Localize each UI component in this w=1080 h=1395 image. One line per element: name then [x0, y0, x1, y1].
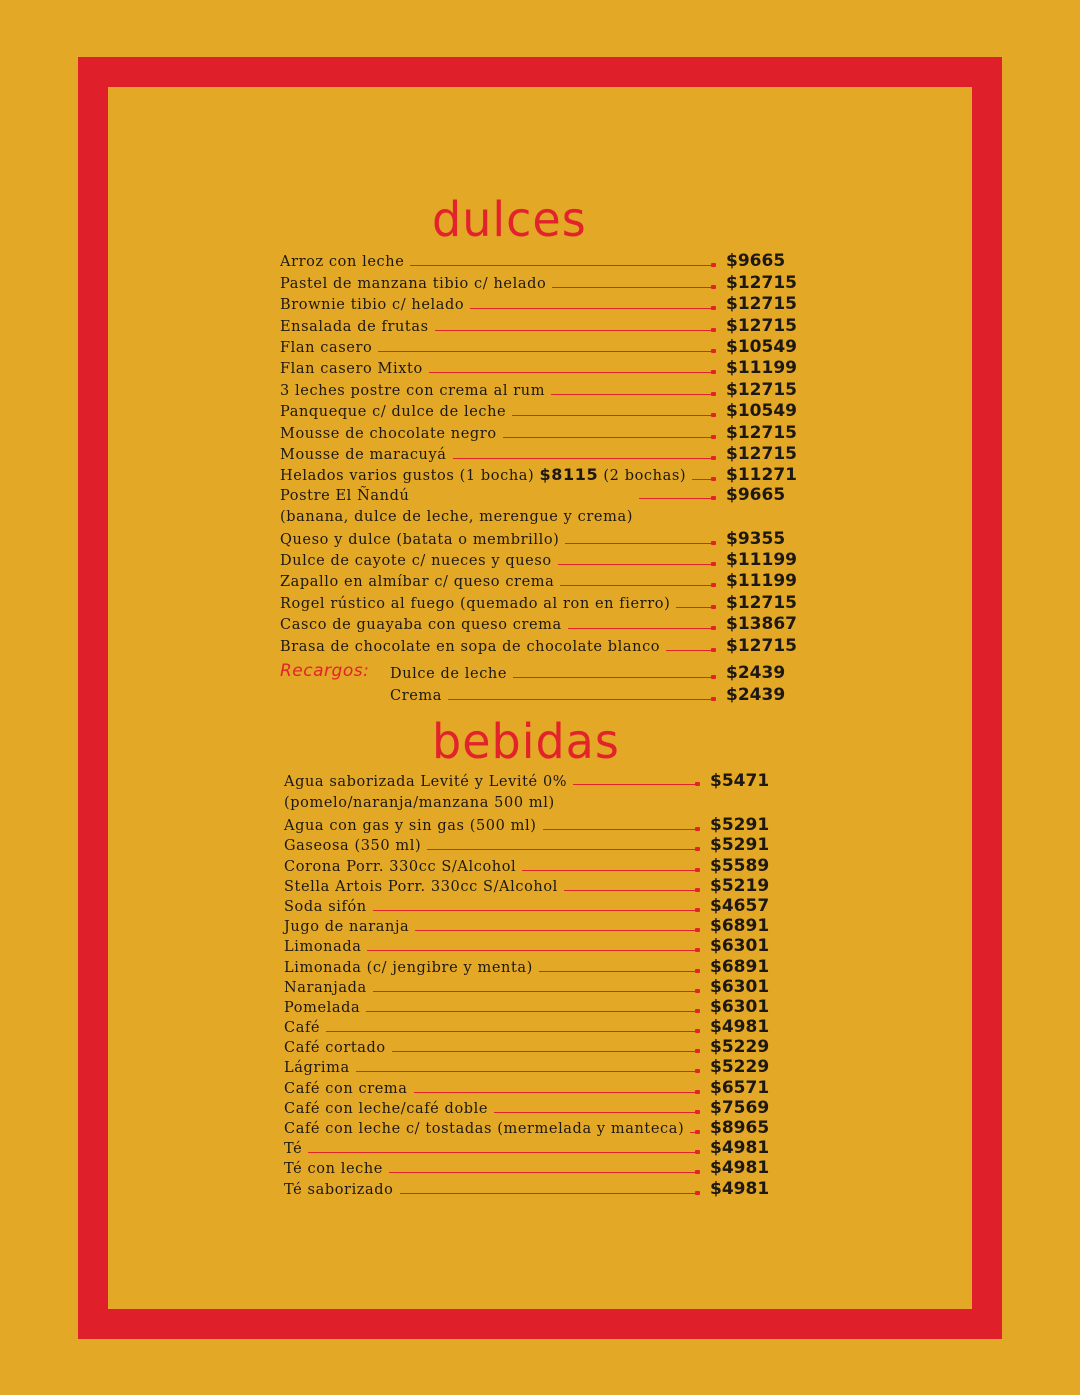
item-price: $12715	[726, 272, 797, 293]
item-name	[280, 485, 639, 527]
leader-line	[356, 1071, 698, 1072]
item-price: $6301	[710, 976, 770, 997]
leader-line	[378, 351, 714, 352]
recargos-label: Recargos:	[280, 661, 370, 681]
item-name: Agua con gas y sin gas (500 ml)	[284, 818, 537, 835]
item-price: $9665	[726, 485, 786, 506]
item-price: $12715	[726, 315, 797, 336]
item-price: $5219	[710, 875, 770, 896]
list-item	[284, 855, 774, 875]
item-name: Limonada	[284, 939, 362, 956]
item-price: $12715	[726, 443, 797, 464]
leader-line	[448, 699, 714, 700]
item-price: $9355	[726, 528, 786, 549]
item-price: $2439	[726, 684, 786, 705]
item-price: $5229	[710, 1057, 770, 1078]
list-item	[284, 1057, 774, 1077]
item-price: $5471	[710, 771, 770, 791]
item-price: $8965	[710, 1118, 770, 1138]
item-name: 3 leches postre con crema al rum	[280, 382, 546, 399]
item-price: $10549	[726, 336, 797, 357]
list-item	[390, 683, 790, 704]
item-price: $6571	[710, 1077, 770, 1098]
item-price: $5291	[710, 815, 770, 836]
item-name: Dulce de leche	[390, 666, 508, 683]
leader-line	[558, 564, 714, 565]
leader-line	[666, 650, 714, 651]
list-item	[280, 400, 797, 422]
item-name-part: Helados varios gustos (1 bocha)	[280, 468, 535, 485]
list-item	[280, 443, 797, 464]
list-item	[280, 634, 797, 656]
list-item	[280, 357, 797, 379]
leader-line	[522, 870, 698, 871]
leader-line	[427, 849, 698, 850]
section-title-dulces: dulces	[432, 190, 587, 248]
item-name: Brasa de chocolate en sopa de chocolate blanco	[280, 638, 661, 655]
leader-line	[513, 677, 714, 678]
list-item	[280, 293, 797, 315]
item-name: Café cortado	[284, 1040, 386, 1057]
list-item	[284, 916, 774, 936]
list-item	[284, 896, 774, 916]
leader-line	[565, 543, 714, 544]
item-name: Casco de guayaba con queso crema	[280, 617, 562, 634]
leader-line	[435, 330, 714, 331]
item-name: Pastel de manzana tibio c/ helado	[280, 275, 547, 292]
item-price: $7569	[710, 1097, 770, 1118]
item-price: $11199	[726, 550, 797, 571]
list-item	[284, 1037, 774, 1057]
item-name: Mousse de chocolate negro	[280, 425, 497, 442]
item-price: $12715	[726, 422, 797, 443]
item-name-line1: Agua saborizada Levité y Levité 0%	[284, 774, 568, 790]
item-price: $5291	[710, 835, 770, 856]
list-item	[280, 570, 797, 592]
item-name: Panqueque c/ dulce de leche	[280, 404, 507, 421]
item-name: Mousse de maracuyá	[280, 446, 447, 463]
item-name: Gaseosa (350 ml)	[284, 838, 422, 855]
leader-line	[690, 1132, 698, 1133]
item-name: Pomelada	[284, 999, 361, 1016]
item-name: Arroz con leche	[280, 254, 405, 271]
item-name: Flan casero	[280, 339, 373, 356]
item-name	[284, 771, 573, 813]
list-item	[280, 314, 797, 336]
leader-line	[400, 1193, 699, 1194]
item-name: Dulce de cayote c/ nueces y queso	[280, 553, 552, 570]
list-item	[284, 1138, 774, 1158]
item-price: $10549	[726, 401, 797, 422]
item-name: Flan casero Mixto	[280, 361, 423, 378]
list-item	[284, 771, 774, 815]
list-item	[284, 1158, 774, 1178]
section-title-bebidas: bebidas	[432, 712, 620, 770]
item-price: $4981	[710, 1138, 770, 1159]
item-name: Brownie tibio c/ helado	[280, 297, 465, 314]
list-item	[284, 997, 774, 1017]
leader-line	[494, 1112, 698, 1113]
list-item	[280, 271, 797, 293]
list-item	[280, 485, 790, 527]
list-item	[280, 549, 797, 571]
list-item	[284, 936, 774, 956]
list-item	[284, 1098, 774, 1118]
leader-line	[560, 585, 714, 586]
dulces-list	[280, 250, 797, 656]
list-item	[284, 1178, 774, 1198]
list-item	[280, 336, 797, 357]
item-name: Té con leche	[284, 1161, 383, 1178]
leader-line	[573, 784, 698, 785]
leader-line	[470, 308, 714, 309]
leader-line	[512, 415, 714, 416]
leader-line	[503, 437, 714, 438]
item-name: Jugo de naranja	[284, 919, 410, 936]
item-price: $5589	[710, 855, 770, 876]
list-item	[284, 977, 774, 997]
list-item	[280, 613, 797, 635]
leader-line	[543, 829, 698, 830]
leader-line	[676, 607, 714, 608]
leader-line	[551, 394, 714, 395]
item-name: Té	[284, 1141, 303, 1158]
list-item	[284, 1118, 774, 1138]
item-name: Rogel rústico al fuego (quemado al ron en fierro)	[280, 595, 671, 612]
item-name: Stella Artois Porr. 330cc S/Alcohol	[284, 878, 558, 895]
leader-line	[392, 1051, 698, 1052]
inline-price: $8115	[539, 465, 599, 485]
item-name: Naranjada	[284, 979, 367, 996]
list-item	[280, 591, 797, 613]
leader-line	[389, 1172, 698, 1173]
item-price: $11271	[726, 465, 797, 486]
item-name: Té saborizado	[284, 1181, 394, 1198]
item-price: $2439	[726, 663, 786, 684]
item-name	[280, 466, 692, 485]
leader-line	[552, 287, 714, 288]
item-name: Corona Porr. 330cc S/Alcohol	[284, 858, 517, 875]
leader-line	[564, 890, 698, 891]
item-price: $5229	[710, 1037, 770, 1058]
item-name-line2: (banana, dulce de leche, merengue y crema)	[280, 508, 633, 525]
leader-line	[373, 910, 698, 911]
list-item	[284, 876, 774, 896]
leader-line	[639, 498, 714, 499]
bebidas-list	[284, 771, 774, 1199]
item-price: $12715	[726, 592, 797, 613]
list-item	[280, 421, 797, 443]
item-name: Café con leche c/ tostadas (mermelada y manteca)	[284, 1121, 685, 1137]
list-item	[284, 815, 774, 835]
leader-line	[366, 1011, 698, 1012]
list-item	[284, 835, 774, 855]
item-price: $12715	[726, 635, 797, 656]
list-item	[280, 250, 790, 271]
item-price: $12715	[726, 294, 797, 315]
leader-line	[539, 971, 698, 972]
item-price: $6301	[710, 996, 770, 1017]
list-item	[284, 1017, 774, 1037]
list-item	[280, 464, 797, 486]
leader-line	[692, 479, 714, 480]
leader-line	[429, 372, 714, 373]
item-price: $11199	[726, 358, 797, 379]
leader-line	[308, 1152, 698, 1153]
leader-line	[414, 1092, 698, 1093]
item-name: Café con leche/café doble	[284, 1100, 489, 1117]
item-name-part: (2 bochas)	[603, 468, 687, 485]
item-name-line2: (pomelo/naranja/manzana 500 ml)	[284, 794, 555, 811]
item-price: $13867	[726, 614, 797, 635]
item-price: $4981	[710, 1158, 770, 1179]
list-item	[284, 956, 774, 976]
leader-line	[373, 991, 698, 992]
leader-line	[410, 265, 714, 266]
leader-line	[568, 628, 714, 629]
item-name: Ensalada de frutas	[280, 318, 429, 335]
item-price: $11199	[726, 571, 797, 592]
recargos-list	[390, 662, 790, 705]
item-name: Café con crema	[284, 1080, 408, 1097]
leader-line	[367, 950, 698, 951]
item-name: Café	[284, 1020, 321, 1037]
item-name: Zapallo en almíbar c/ queso crema	[280, 574, 555, 591]
item-price: $6891	[710, 956, 770, 977]
item-price: $4657	[710, 895, 770, 916]
leader-line	[415, 930, 698, 931]
leader-line	[326, 1031, 698, 1032]
item-price: $12715	[726, 379, 797, 400]
item-name: Limonada (c/ jengibre y menta)	[284, 959, 533, 976]
item-price: $9665	[726, 251, 786, 272]
list-item	[280, 527, 790, 548]
item-price: $6891	[710, 916, 770, 937]
item-price: $4981	[710, 1178, 770, 1199]
list-item	[284, 1077, 774, 1097]
leader-line	[453, 458, 714, 459]
item-price: $6301	[710, 936, 770, 957]
list-item	[390, 662, 790, 683]
item-name-line1: Postre El Ñandú	[280, 488, 410, 505]
list-item	[280, 378, 797, 400]
item-name: Soda sifón	[284, 898, 367, 915]
item-name: Queso y dulce (batata o membrillo)	[280, 531, 560, 548]
item-name: Crema	[390, 687, 443, 704]
item-price: $4981	[710, 1017, 770, 1038]
item-name: Lágrima	[284, 1060, 350, 1077]
